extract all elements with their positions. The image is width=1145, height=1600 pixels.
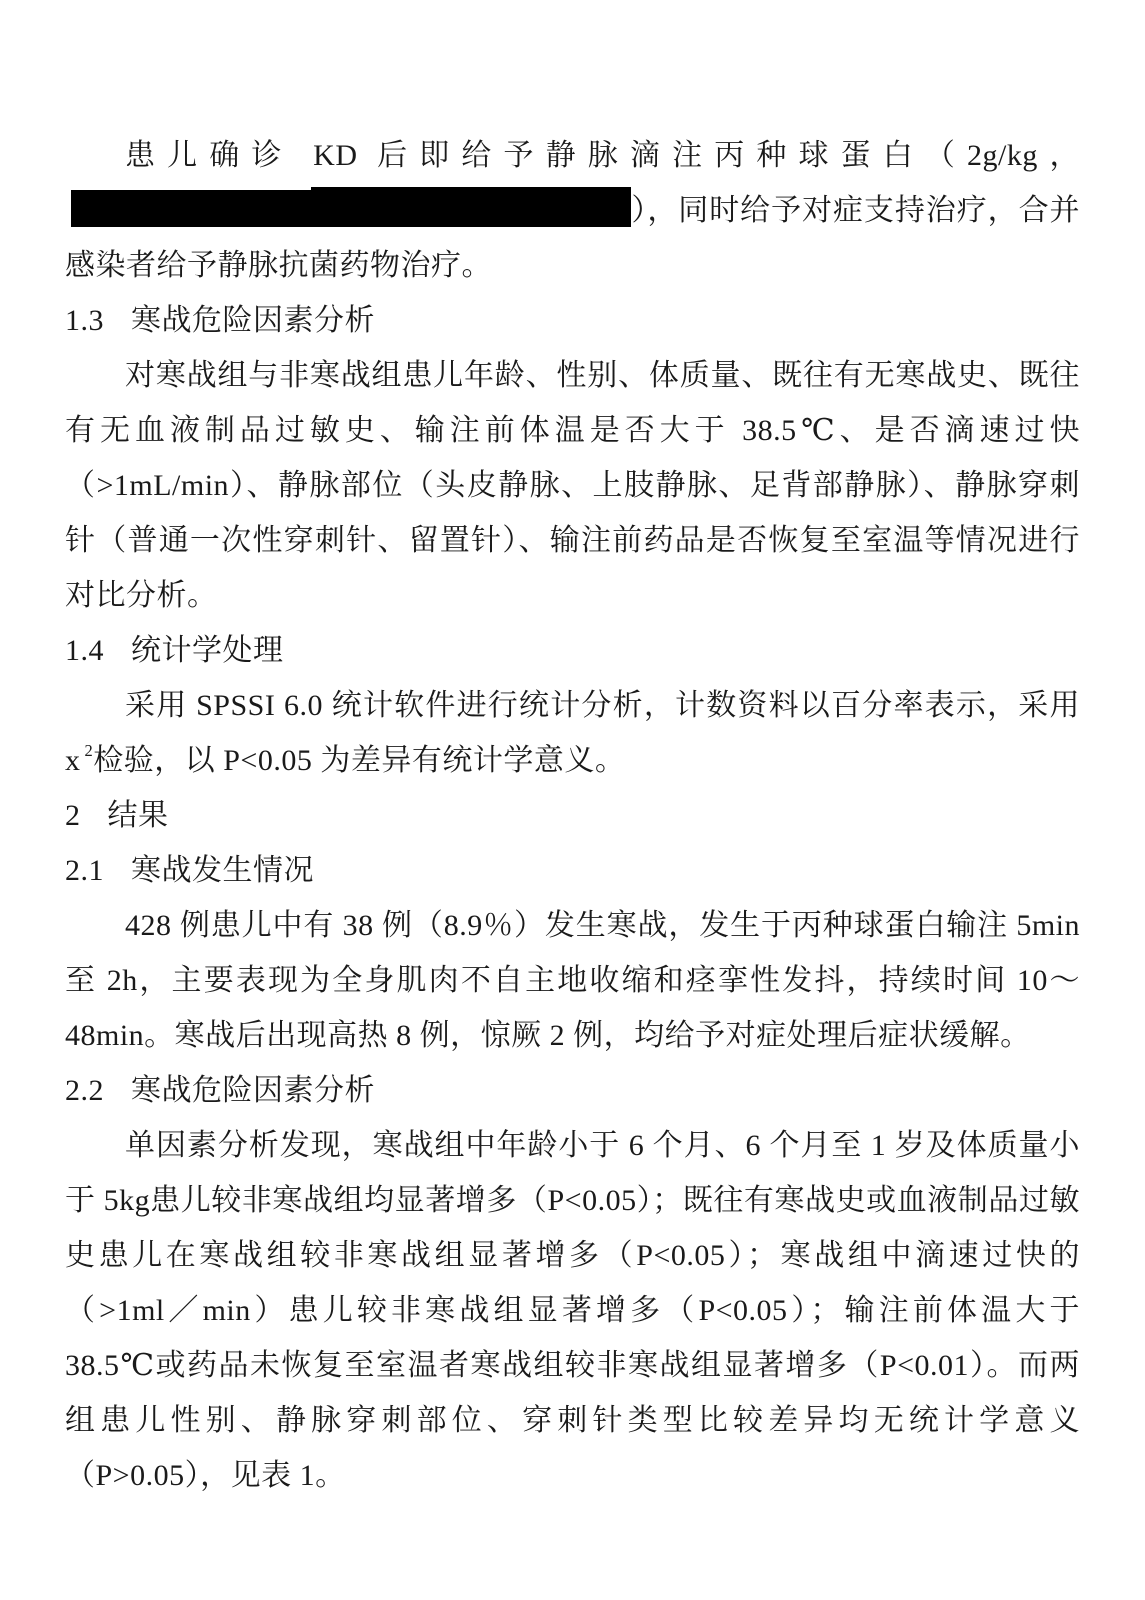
paragraph-1-4-seg2: 检验，以 P<0.05 为差异有统计学意义。 (93, 744, 626, 777)
chi-square-superscript: 2 (84, 741, 94, 760)
paragraph-2-1: 428 例患儿中有 38 例（8.9％）发生寒战，发生于丙种球蛋白输注 5min 至 2h，主要表现为全身肌肉不自主地收缩和痉挛性发抖，持续时间 10～48min。寒战后出现高热 8 例，惊厥 2 例，均给予对症处理后症状缓解。 (65, 909, 1080, 1052)
paragraph-2-2: 单因素分析发现，寒战组中年龄小于 6 个月、6 个月至 1 岁及体质量小于 5kg患儿较非寒战组均显著增多（P<0.05）；既往有寒战史或血液制品过敏史患儿在寒战组较非寒战组显著增多（P<0.05）；寒战组中滴速过快的（>1ml／min）患儿较非寒战组显著增多（P<0.05）；输注前体温大于 38.5℃或药品未恢复至室温者寒战组较非寒战组显著增多（P<0.01）。而两组患儿性别、静脉穿刺部位、穿刺针类型比较差异均无统计学意义（P>0.05），见表 1。 (65, 1129, 1080, 1492)
heading-1-4 (65, 623, 1080, 678)
heading-1-4-title: 统计学处理 (131, 634, 284, 667)
paragraph-1-4 (65, 678, 1080, 788)
paragraph-1-3: 对寒战组与非寒战组患儿年龄、性别、体质量、既往有无寒战史、既往有无血液制品过敏史、输注前体温是否大于 38.5℃、是否滴速过快（>1mL/min）、静脉部位（头皮静脉、上肢静脉、足背部静脉）、静脉穿刺针（普通一次性穿刺针、留置针）、输注前药品是否恢复至室温等情况进行对比分析。 (65, 359, 1080, 612)
paragraph-treatment (65, 128, 1080, 293)
paragraph-treatment-text-after: ），同时给予对症支持治疗，合并感染者给予静脉抗菌药物治疗。 (65, 194, 1080, 282)
heading-2-2-number: 2.2 (65, 1074, 104, 1107)
heading-1-4-number: 1.4 (65, 634, 104, 667)
heading-2-2 (65, 1063, 1080, 1118)
heading-1-3 (65, 293, 1080, 348)
paragraph-treatment-text-before: 患儿确诊 KD 后即给予静脉滴注丙种球蛋白（2g/kg， (125, 139, 1080, 172)
heading-2 (65, 788, 1080, 843)
heading-2-number: 2 (65, 799, 81, 832)
heading-1-3-number: 1.3 (65, 304, 104, 337)
heading-2-2-title: 寒战危险因素分析 (131, 1074, 375, 1107)
chi-square-symbol (65, 741, 94, 777)
redaction-bar-2 (311, 187, 631, 227)
heading-2-1 (65, 843, 1080, 898)
heading-2-1-title: 寒战发生情况 (131, 854, 314, 887)
document-body (65, 128, 1080, 1503)
redaction-bar-1 (71, 190, 311, 227)
paragraph-1-4-seg1: 采用 SPSSI 6.0 统计软件进行统计分析，计数资料以百分率表示，采用 (125, 689, 1080, 722)
chi-square-variable: x (65, 744, 81, 777)
heading-2-1-number: 2.1 (65, 854, 104, 887)
heading-2-title: 结果 (107, 799, 169, 832)
heading-1-3-title: 寒战危险因素分析 (131, 304, 375, 337)
